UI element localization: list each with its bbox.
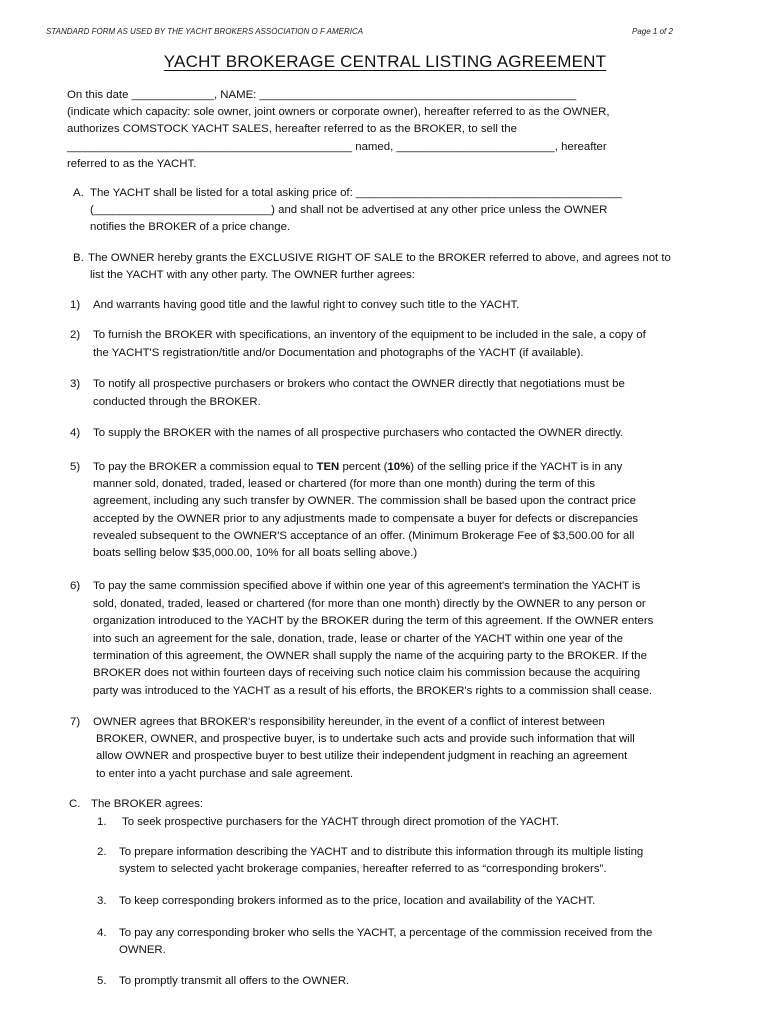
section-line: The YACHT shall be listed for a total asking price of: __________________________________________ bbox=[90, 187, 622, 199]
section-marker: C. bbox=[69, 798, 81, 810]
section-marker: A. bbox=[73, 187, 84, 199]
item-line: revealed subsequent to the OWNER'S acceptance of an offer. (Minimum Brokerage Fee of $3,500.00 for all bbox=[93, 530, 635, 542]
intro-line: On this date _____________, NAME: __________________________________________________ bbox=[67, 89, 577, 101]
item-number: 3. bbox=[97, 895, 107, 907]
item-line: agreement, including any such transfer by OWNER. The commission shall be based upon the contract price bbox=[93, 495, 637, 507]
section-line: notifies the BROKER of a price change. bbox=[90, 221, 291, 233]
item-number: 4. bbox=[97, 927, 107, 939]
item-line: To furnish the BROKER with specifications, an inventory of the equipment to be included in the sale, a copy of bbox=[93, 329, 646, 341]
item-line: termination of this agreement, the OWNER shall supply the name of the acquiring party to the BROKER. If the bbox=[93, 650, 647, 662]
item-line: manner sold, donated, traded, leased or chartered (for more than one month) during the term of this bbox=[93, 478, 596, 490]
item-line: into such an agreement for the sale, donation, trade, lease or charter of the YACHT within one year of the bbox=[93, 633, 623, 645]
item-line: to enter into a yacht purchase and sale agreement. bbox=[96, 768, 354, 780]
item-line: To keep corresponding brokers informed as to the price, location and availability of the YACHT. bbox=[119, 895, 596, 907]
intro-line: referred to as the YACHT. bbox=[67, 158, 197, 170]
intro-line: (indicate which capacity: sole owner, joint owners or corporate owner), hereafter referred to as the OWNER, bbox=[67, 106, 610, 118]
item-number: 5) bbox=[70, 461, 81, 473]
item-line: To pay the same commission specified above if within one year of this agreement's termination the YACHT is bbox=[93, 580, 641, 592]
item-number: 5. bbox=[97, 975, 107, 987]
intro-line: _____________________________________________ named, _________________________, hereafter bbox=[67, 141, 607, 153]
section-heading: The BROKER agrees: bbox=[91, 798, 204, 810]
item-line: BROKER does not within fourteen days of receiving such notice claim his commission because the acquiring bbox=[93, 667, 641, 679]
item-number: 1. bbox=[97, 816, 107, 828]
item-line: the YACHT'S registration/title and/or Documentation and photographs of the YACHT (if available). bbox=[93, 347, 584, 359]
item-line: To pay the BROKER a commission equal to TEN percent (10%) of the selling price if the YACHT is in any bbox=[93, 461, 623, 473]
item-line: organization introduced to the YACHT by the BROKER during the term of this agreement. If the OWNER enters bbox=[93, 615, 654, 627]
item-line: To notify all prospective purchasers or brokers who contact the OWNER directly that negotiations must be bbox=[93, 378, 625, 390]
item-line: boats selling below $35,000.00, 10% for all boats selling above.) bbox=[93, 547, 418, 559]
item-line: OWNER agrees that BROKER's responsibility hereunder, in the event of a conflict of interest between bbox=[93, 716, 605, 728]
item-line: system to selected yacht brokerage companies, hereafter referred to as “corresponding brokers”. bbox=[119, 863, 607, 875]
section-line: list the YACHT with any other party. The OWNER further agrees: bbox=[90, 269, 415, 281]
item-line: To prepare information describing the YACHT and to distribute this information through its multiple listing bbox=[119, 846, 644, 858]
item-line: To promptly transmit all offers to the OWNER. bbox=[119, 975, 350, 987]
item-number: 1) bbox=[70, 299, 81, 311]
item-line: conducted through the BROKER. bbox=[93, 396, 261, 408]
document-title: YACHT BROKERAGE CENTRAL LISTING AGREEMENT bbox=[163, 52, 607, 71]
page-header-left: STANDARD FORM AS USED BY THE YACHT BROKERS ASSOCIATION O F AMERICA bbox=[46, 27, 364, 36]
item-line: sold, donated, traded, leased or chartered (for more than one month) directly by the OWNER to any person or bbox=[93, 598, 646, 610]
item-number: 2. bbox=[97, 846, 107, 858]
section-marker: B. bbox=[73, 252, 84, 264]
item-number: 2) bbox=[70, 329, 81, 341]
item-line: BROKER, OWNER, and prospective buyer, is to undertake such acts and provide such information that will bbox=[96, 733, 635, 745]
item-line: And warrants having good title and the lawful right to convey such title to the YACHT. bbox=[93, 299, 520, 311]
page-number: Page 1 of 2 bbox=[632, 27, 673, 36]
item-number: 3) bbox=[70, 378, 81, 390]
item-number: 7) bbox=[70, 716, 81, 728]
section-line: (____________________________) and shall not be advertised at any other price unless the OWNER bbox=[90, 204, 608, 216]
item-number: 4) bbox=[70, 427, 81, 439]
item-line: To seek prospective purchasers for the YACHT through direct promotion of the YACHT. bbox=[122, 816, 560, 828]
item-line: To supply the BROKER with the names of all prospective purchasers who contacted the OWNER directly. bbox=[93, 427, 624, 439]
item-line: allow OWNER and prospective buyer to best utilize their independent judgment in reaching an agreement bbox=[96, 750, 628, 762]
item-line: OWNER. bbox=[119, 944, 166, 956]
commission-word: TEN bbox=[316, 461, 340, 473]
item-number: 6) bbox=[70, 580, 81, 592]
item-line: party was introduced to the YACHT as a result of his efforts, the BROKER's rights to a commission shall cease. bbox=[93, 685, 653, 697]
item-line: accepted by the OWNER prior to any adjustments made to compensate a buyer for defects or discrepancies bbox=[93, 513, 639, 525]
intro-line: authorizes COMSTOCK YACHT SALES, hereafter referred to as the BROKER, to sell the bbox=[67, 123, 517, 135]
section-line: The OWNER hereby grants the EXCLUSIVE RIGHT OF SALE to the BROKER referred to above, and agrees not to bbox=[88, 252, 671, 264]
item-line: To pay any corresponding broker who sells the YACHT, a percentage of the commission received from the bbox=[119, 927, 653, 939]
commission-percent: 10% bbox=[387, 461, 411, 473]
